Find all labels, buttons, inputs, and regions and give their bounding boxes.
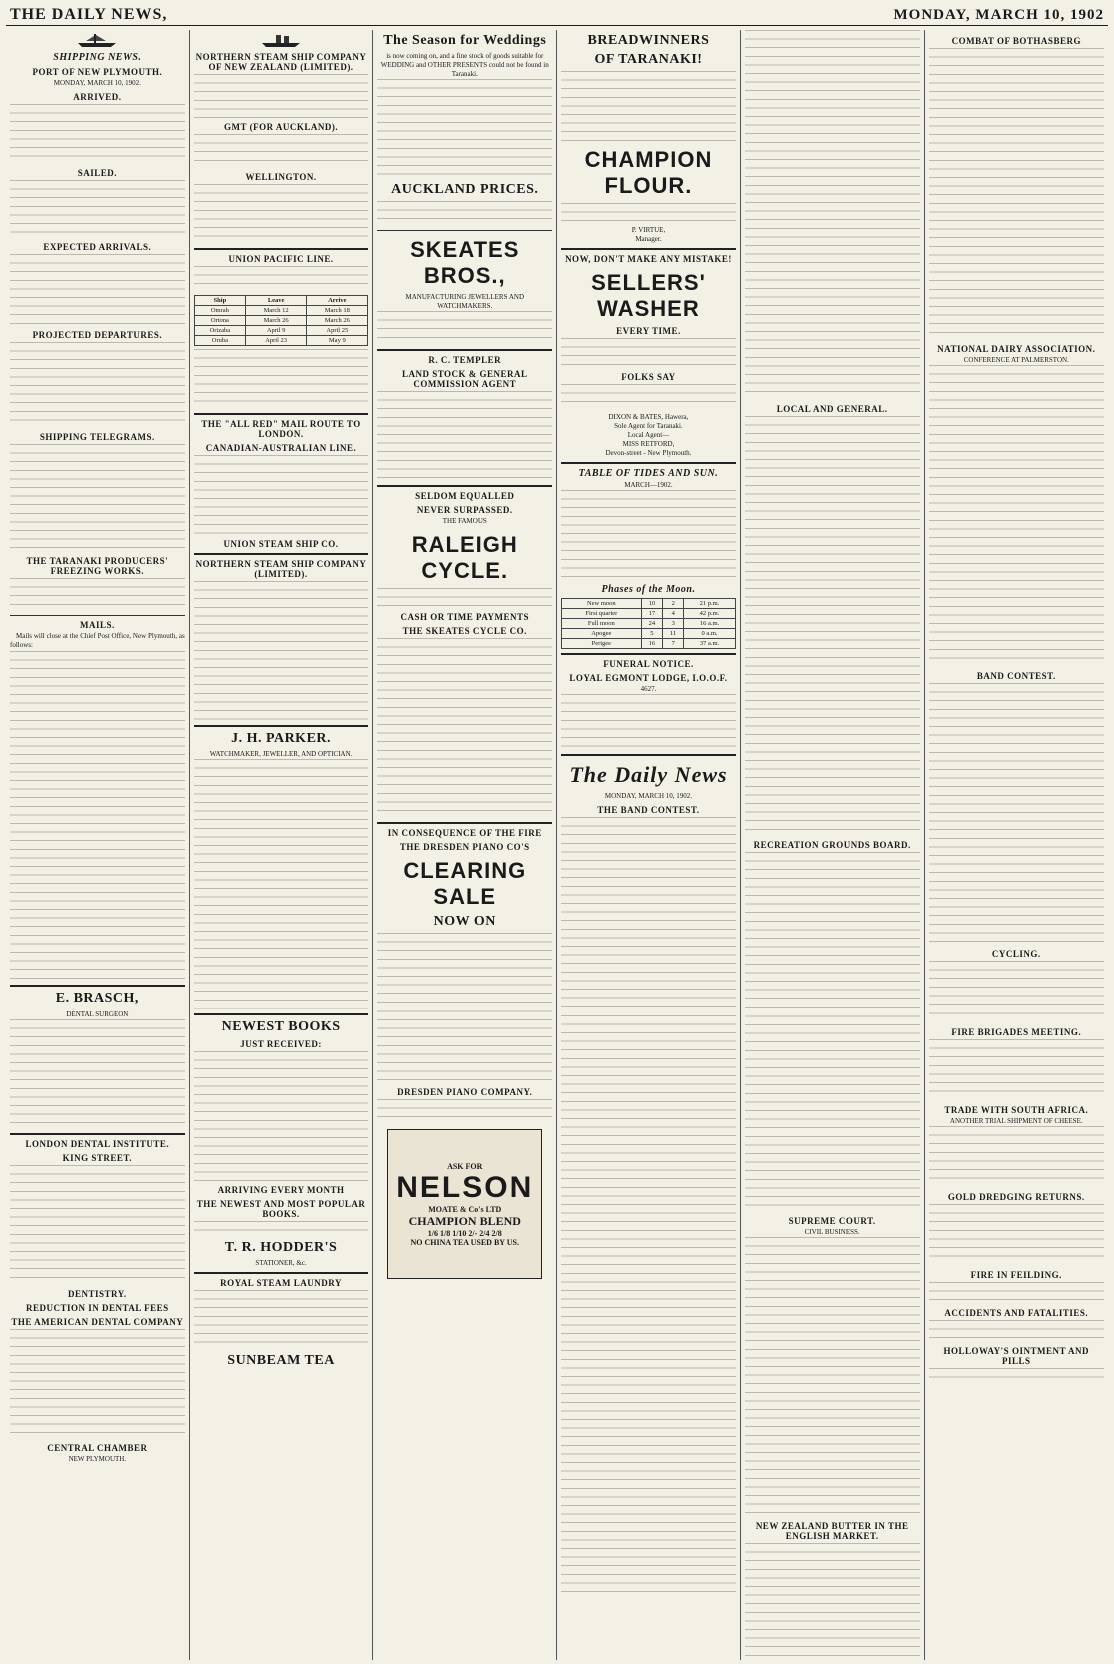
column-shipping: [6, 30, 190, 1660]
table-cell: Oruba: [194, 336, 245, 346]
table-row: [194, 316, 368, 326]
holloway-heading: HOLLOWAY'S OINTMENT AND PILLS: [943, 1346, 1090, 1366]
divider: [377, 822, 552, 824]
arriving-heading: ARRIVING EVERY MONTH: [217, 1185, 345, 1195]
feilding-text: [929, 1282, 1105, 1302]
table-row: [562, 599, 736, 609]
nelson-ask: ASK FOR: [447, 1161, 483, 1171]
daily-news-title: The Daily News: [569, 762, 728, 787]
templer-heading: R. C. TEMPLER: [428, 355, 502, 365]
table-cell: March 26: [246, 316, 307, 326]
table-row: [194, 306, 368, 316]
nelson-china: NO CHINA TEA USED BY US.: [410, 1237, 519, 1247]
feilding-heading: FIRE IN FEILDING.: [970, 1270, 1062, 1280]
weddings-heading: The Season for Weddings: [383, 33, 547, 48]
table-cell: 10: [641, 599, 663, 609]
london-dental-heading: LONDON DENTAL INSTITUTE.: [25, 1139, 170, 1150]
supreme-court-heading: SUPREME COURT.: [788, 1216, 876, 1226]
butter-text: [745, 1543, 920, 1660]
cycling-heading: CYCLING.: [991, 949, 1041, 959]
divider: [377, 230, 552, 231]
dont-mistake: NOW, DON'T MAKE ANY MISTAKE!: [565, 254, 732, 264]
wellington-text: [194, 184, 369, 244]
divider: [194, 413, 369, 415]
table-row: [562, 609, 736, 619]
popular-books-heading: THE NEWEST AND MOST POPULAR BOOKS.: [196, 1199, 366, 1219]
south-africa-heading: TRADE WITH SOUTH AFRICA.: [944, 1105, 1089, 1115]
skeates-text: [377, 311, 552, 345]
accidents-heading: ACCIDENTS AND FATALITIES.: [944, 1308, 1089, 1318]
moon-phases-heading: Phases of the Moon.: [601, 584, 696, 595]
newspaper-title: THE DAILY NEWS,: [10, 6, 168, 23]
northern-steam-text: [194, 74, 369, 118]
table-cell: Full moon: [562, 619, 641, 629]
tides-heading: TABLE OF TIDES AND SUN.: [578, 468, 719, 479]
table-cell: 4: [663, 609, 684, 619]
gold-text: [929, 1204, 1105, 1264]
arrived-text: [10, 104, 185, 164]
pacific-heading: UNION PACIFIC LINE.: [228, 254, 334, 264]
hodder-heading: T. R. HODDER'S: [224, 1240, 338, 1255]
dresden-company: DRESDEN PIANO COMPANY.: [397, 1087, 533, 1097]
gmt-text: [194, 134, 369, 168]
table-row: [562, 619, 736, 629]
fire-brigades-text: [929, 1039, 1105, 1099]
ship-icon: [10, 32, 185, 48]
column-container: [6, 30, 1108, 1660]
bothasberg-heading: COMBAT OF BOTHASBERG: [951, 36, 1081, 46]
table-row: [562, 639, 736, 649]
freezing-works-text: [10, 578, 185, 612]
nelson-blend: CHAMPION BLEND: [408, 1213, 521, 1228]
sole-agent: Sole Agent for Taranaki.: [614, 422, 683, 430]
virtue: P. VIRTUE,: [631, 226, 666, 234]
dresden-footer: [377, 1099, 552, 1125]
all-red-heading: THE "ALL RED" MAIL ROUTE TO LONDON.: [201, 419, 361, 439]
laundry-text: [194, 1290, 369, 1350]
band-contest-leader: THE BAND CONTEST.: [597, 805, 700, 815]
projected-text: [10, 342, 185, 428]
breadwinners-heading: BREADWINNERS: [587, 33, 710, 48]
table-cell: March 12: [246, 306, 307, 316]
sellers-text: [561, 338, 736, 368]
divider: [561, 462, 736, 464]
recreation-heading: RECREATION GROUNDS BOARD.: [753, 840, 911, 850]
now-on: NOW ON: [433, 914, 496, 929]
local-general-text: [745, 416, 920, 836]
parker-heading: J. H. PARKER.: [231, 731, 332, 746]
butter-heading: NEW ZEALAND BUTTER IN THE ENGLISH MARKET.: [755, 1521, 909, 1541]
sunbeam-heading: SUNBEAM TEA: [227, 1353, 335, 1368]
nelson-moate: MOATE & Co's LTD: [428, 1204, 502, 1214]
lodge-number: 4627.: [640, 685, 657, 693]
table-cell: Leave: [246, 296, 307, 306]
daily-news-date: MONDAY, MARCH 10, 1902.: [604, 792, 693, 800]
table-cell: 16 a.m.: [684, 619, 736, 629]
parker-text: [194, 759, 369, 1009]
table-cell: 21 p.m.: [684, 599, 736, 609]
nelson-prices: 1/6 1/8 1/10 2/- 2/4 2/8: [427, 1228, 502, 1238]
column-local-news: [741, 30, 925, 1660]
news-text: [745, 30, 920, 400]
table-cell: 0 a.m.: [684, 629, 736, 639]
brasch-sub: DENTAL SURGEON: [66, 1010, 129, 1019]
table-cell: New moon: [562, 599, 641, 609]
parker-sub: WATCHMAKER, JEWELLER, AND OPTICIAN.: [209, 750, 353, 758]
london-dental-text: [10, 1165, 185, 1285]
mails-intro: Mails will close at the Chief Post Office, New Plymouth, as follows:: [10, 632, 185, 649]
issue-date: MONDAY, MARCH 10, 1902: [893, 7, 1104, 23]
table-cell: Apogee: [562, 629, 641, 639]
cheese-sub: ANOTHER TRIAL SHIPMENT OF CHEESE.: [949, 1117, 1083, 1125]
tides-table: [561, 490, 736, 580]
pacific-text: [194, 266, 369, 292]
holloway-text: [929, 1368, 1105, 1378]
funeral-text: [561, 694, 736, 750]
sailed-text: [10, 180, 185, 238]
union-heading: UNION STEAM SHIP CO.: [223, 539, 339, 549]
table-cell: May 9: [307, 336, 368, 346]
northern-heading: NORTHERN STEAM SHIP COMPANY (LIMITED).: [195, 559, 367, 579]
table-cell: 24: [641, 619, 663, 629]
reduction-heading: REDUCTION IN DENTAL FEES: [26, 1303, 169, 1314]
land-agent-heading: LAND STOCK & GENERAL COMMISSION AGENT: [401, 369, 528, 389]
skeates-sub: MANUFACTURING JEWELLERS AND WATCHMAKERS.: [405, 293, 524, 310]
weddings-text: [377, 79, 552, 179]
sailed-heading: SAILED.: [77, 168, 117, 178]
divider: [194, 725, 369, 727]
champion-flour: CHAMPION FLOUR.: [584, 147, 713, 198]
divider: [194, 1013, 369, 1015]
never-surpassed: NEVER SURPASSED.: [416, 505, 513, 515]
table-cell: 37 a.m.: [684, 639, 736, 649]
column-editorial: [557, 30, 741, 1660]
civil-business: CIVIL BUSINESS.: [804, 1228, 860, 1236]
table-cell: March 18: [307, 306, 368, 316]
recreation-text: [745, 852, 920, 1212]
cash-or-time: CASH OR TIME PAYMENTS: [400, 612, 530, 622]
table-cell: 3: [663, 619, 684, 629]
south-africa-text: [929, 1126, 1105, 1186]
american-dental-heading: THE AMERICAN DENTAL COMPANY: [11, 1317, 184, 1328]
mails-heading: MAILS.: [79, 620, 115, 630]
northern-steam-heading: NORTHERN STEAM SHIP COMPANY OF NEW ZEALAND (LIMITED).: [195, 52, 367, 72]
table-cell: Omrah: [194, 306, 245, 316]
mails-text: [10, 651, 185, 981]
wellington-heading: WELLINGTON.: [245, 172, 317, 182]
table-cell: April 23: [246, 336, 307, 346]
clearing-sale-heading: CLEARING SALE: [403, 858, 527, 909]
weddings-sub: is now coming on, and a fine stock of goods suitable for WEDDING and OTHER PRESENTS could not be found in Taranaki.: [380, 52, 549, 78]
dentistry-heading: DENTISTRY.: [68, 1289, 127, 1300]
devon-street: Devon-street - New Plymouth.: [605, 449, 692, 457]
funeral-heading: FUNERAL NOTICE.: [603, 659, 694, 669]
local-agent: Local Agent—: [627, 431, 670, 439]
king-street: KING STREET.: [62, 1153, 133, 1164]
table-cell: 16: [641, 639, 663, 649]
fire-consequence: IN CONSEQUENCE OF THE FIRE: [387, 828, 542, 838]
just-received: JUST RECEIVED:: [240, 1039, 322, 1049]
american-dental-text: [10, 1329, 185, 1439]
divider: [194, 248, 369, 250]
breadwinners-text: [561, 71, 736, 141]
cycle-text: [377, 638, 552, 818]
dixon-bates: DIXON & BATES, Hawera,: [608, 413, 689, 421]
telegrams-text: [10, 444, 185, 552]
central-chamber: CENTRAL CHAMBER: [47, 1443, 148, 1454]
expected-text: [10, 254, 185, 326]
the-famous: THE FAMOUS: [442, 517, 487, 525]
new-plymouth: NEW PLYMOUTH.: [68, 1455, 127, 1464]
court-text: [745, 1237, 920, 1517]
masthead: [6, 4, 1108, 26]
books-list: [194, 1051, 369, 1181]
divider: [561, 653, 736, 655]
expected-heading: EXPECTED ARRIVALS.: [43, 242, 152, 252]
dairy-text: [929, 365, 1105, 665]
shipping-heading: SHIPPING NEWS.: [53, 52, 142, 63]
dresden-text: [377, 933, 552, 1083]
tides-month: MARCH—1902.: [624, 481, 673, 489]
laundry-heading: ROYAL STEAM LAUNDRY: [220, 1278, 342, 1288]
table-cell: 11: [663, 629, 684, 639]
every-time: EVERY TIME.: [616, 326, 681, 336]
auckland-text: [377, 201, 552, 227]
table-row: [562, 629, 736, 639]
of-taranaki: OF TARANAKI!: [594, 52, 703, 67]
table-cell: April 25: [307, 326, 368, 336]
gmt-heading: GMT (FOR AUCKLAND).: [224, 122, 339, 132]
northern-text: [194, 581, 369, 721]
brasch-text: [10, 1019, 185, 1129]
table-row: [194, 336, 368, 346]
table-cell: Arrive: [307, 296, 368, 306]
poem-text: [929, 48, 1105, 338]
table-cell: First quarter: [562, 609, 641, 619]
table-cell: Ship: [194, 296, 245, 306]
column-telegrams: [925, 30, 1109, 1660]
ship-icon: [194, 32, 369, 48]
table-cell: March 26: [307, 316, 368, 326]
auckland-prices: AUCKLAND PRICES.: [391, 182, 539, 197]
accidents-text: [929, 1320, 1105, 1340]
nelson-brand: NELSON: [396, 1170, 534, 1204]
port-heading: PORT OF NEW PLYMOUTH.: [32, 67, 163, 77]
band-contest-heading: BAND CONTEST.: [976, 671, 1056, 681]
cycling-text: [929, 961, 1105, 1021]
column-steamers: [190, 30, 374, 1660]
skeates-cycle: THE SKEATES CYCLE CO.: [402, 626, 527, 636]
folks-say: FOLKS SAY: [621, 372, 676, 382]
divider: [561, 754, 736, 756]
table-cell: 5: [641, 629, 663, 639]
divider: [561, 248, 736, 250]
projected-heading: PROJECTED DEPARTURES.: [32, 330, 163, 340]
pacific-notes: [194, 349, 369, 409]
divider: [194, 1272, 369, 1274]
table-cell: April 9: [246, 326, 307, 336]
editorial-text: [561, 817, 736, 1597]
canadian-text: [194, 455, 369, 535]
divider: [377, 349, 552, 351]
shipping-date: MONDAY, MARCH 10, 1902.: [53, 79, 141, 87]
divider: [10, 985, 185, 987]
divider: [10, 1133, 185, 1135]
pacific-sailing-table: [194, 295, 369, 346]
folks-text: [561, 384, 736, 410]
brasch-heading: E. BRASCH,: [55, 991, 139, 1007]
table-cell: Orizaba: [194, 326, 245, 336]
gold-heading: GOLD DREDGING RETURNS.: [947, 1192, 1085, 1202]
band-contest-text: [929, 683, 1105, 943]
column-ads: [373, 30, 557, 1660]
moon-phases-table: [561, 598, 736, 649]
canadian-heading: CANADIAN-AUSTRALIAN LINE.: [205, 443, 357, 453]
table-row: [194, 296, 368, 306]
divider: [10, 615, 185, 616]
raleigh-heading: RALEIGH CYCLE.: [411, 532, 518, 583]
manager: Manager.: [635, 235, 662, 243]
freezing-works-heading: THE TARANAKI PRODUCERS' FREEZING WORKS.: [26, 556, 169, 576]
table-cell: 42 p.m.: [684, 609, 736, 619]
table-cell: Ortona: [194, 316, 245, 326]
dairy-sub: CONFERENCE AT PALMERSTON.: [963, 356, 1069, 364]
dresden-heading: THE DRESDEN PIANO CO'S: [399, 842, 530, 852]
table-cell: 17: [641, 609, 663, 619]
nelson-tea-ad: [387, 1129, 542, 1279]
seldom-equalled: SELDOM EQUALLED: [415, 491, 515, 501]
table-cell: 2: [663, 599, 684, 609]
divider: [377, 485, 552, 487]
champion-text: [561, 203, 736, 223]
raleigh-text: [377, 588, 552, 608]
skeates-heading: SKEATES BROS.,: [410, 237, 520, 288]
dairy-heading: NATIONAL DAIRY ASSOCIATION.: [937, 344, 1096, 354]
miss-retford: MISS RETFORD,: [622, 440, 675, 448]
lodge-heading: LOYAL EGMONT LODGE, I.O.O.F.: [569, 673, 728, 683]
books-text: [194, 1221, 369, 1237]
table-cell: 7: [663, 639, 684, 649]
table-row: [194, 326, 368, 336]
table-cell: Perigee: [562, 639, 641, 649]
newest-books-heading: NEWEST BOOKS: [221, 1019, 341, 1034]
templer-text: [377, 391, 552, 481]
sellers-washer: SELLERS' WASHER: [591, 270, 706, 321]
fire-brigades-heading: FIRE BRIGADES MEETING.: [951, 1027, 1082, 1037]
telegrams-heading: SHIPPING TELEGRAMS.: [39, 432, 155, 442]
hodder-sub: STATIONER, &c.: [255, 1259, 307, 1267]
arrived-heading: ARRIVED.: [73, 92, 122, 102]
divider: [194, 553, 369, 555]
local-general-heading: LOCAL AND GENERAL.: [776, 404, 888, 414]
